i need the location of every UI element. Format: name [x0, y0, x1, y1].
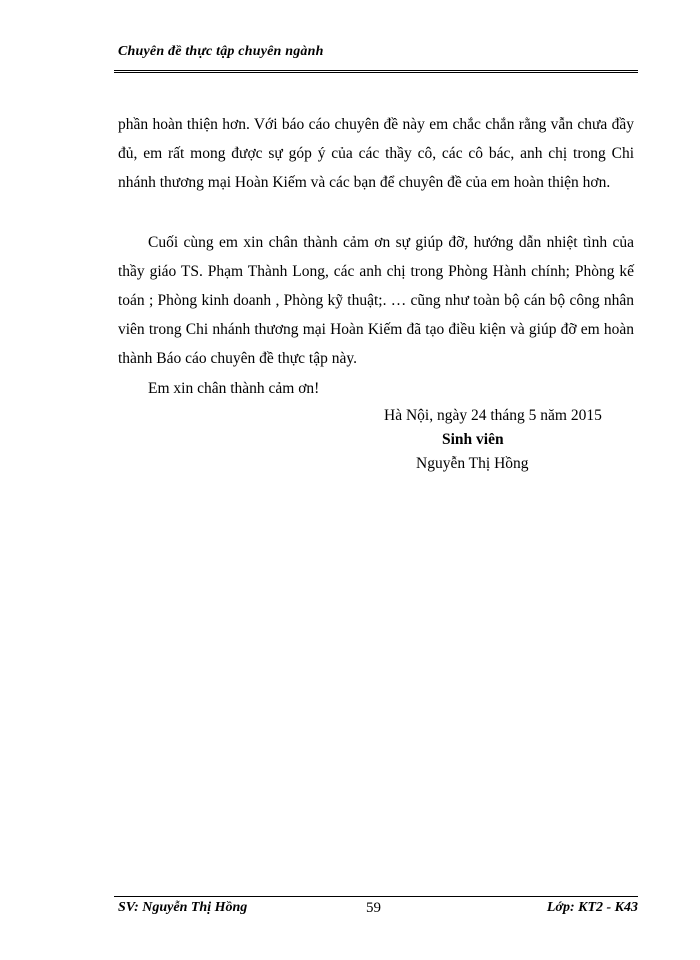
signature-date: Hà Nội, ngày 24 tháng 5 năm 2015: [384, 407, 602, 424]
signature-block: [384, 404, 624, 476]
signature-role: Sinh viên: [442, 431, 504, 448]
paragraph-closing-remarks: phần hoàn thiện hơn. Với báo cáo chuyên đề này em chắc chắn rằng vẫn chưa đầy đủ, em rất mong được sự góp ý của các thầy cô, các cô bác, anh chị trong Chi nhánh thương mại Hoàn Kiếm và các bạn để chuyên đề của em hoàn thiện hơn.: [118, 116, 634, 191]
footer-divider: [114, 896, 638, 897]
page-header-title: Chuyên đề thực tập chuyên ngành: [118, 44, 324, 59]
footer-page-number: 59: [366, 900, 381, 916]
header-divider: [114, 70, 638, 73]
footer-class-label: Lớp: KT2 - K43: [546, 900, 638, 915]
page-footer: [118, 900, 638, 922]
signature-name: Nguyễn Thị Hồng: [416, 455, 529, 472]
paragraph-acknowledgements: Cuối cùng em xin chân thành cảm ơn sự giúp đỡ, hướng dẫn nhiệt tình của thầy giáo TS. Phạm Thành Long, các anh chị trong Phòng Hành chính; Phòng kế toán ; Phòng kinh doanh , Phòng kỹ thuật;. … cũng như toàn bộ cán bộ công nhân viên trong Chi nhánh thương mại Hoàn Kiếm đã tạo điều kiện và giúp đỡ em hoàn thành Báo cáo chuyên đề thực tập này.: [118, 234, 634, 367]
footer-student-name: SV: Nguyễn Thị Hồng: [118, 900, 248, 915]
paragraph-thanks: Em xin chân thành cảm ơn!: [148, 380, 320, 397]
